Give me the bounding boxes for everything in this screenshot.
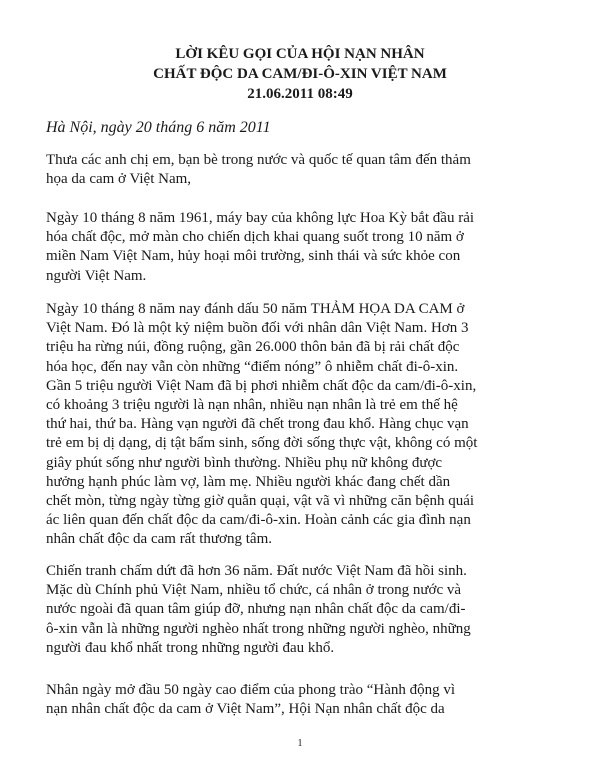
paragraph-line: nước ngoài đã quan tâm giúp đỡ, nhưng nạn nhân chất độc da cam/đi- <box>46 601 466 618</box>
title-line-2: CHẤT ĐỘC DA CAM/ĐI-Ô-XIN VIỆT NAM <box>153 66 447 82</box>
paragraph-1 <box>46 151 586 189</box>
paragraph-line: Nhân ngày mở đầu 50 ngày cao điểm của phong trào “Hành động vì <box>46 682 456 698</box>
paragraph-line: Ngày 10 tháng 8 năm 1961, máy bay của không lực Hoa Kỳ bắt đầu rải <box>46 210 475 226</box>
paragraph-line: miền Nam Việt Nam, hủy hoại môi trường, sinh thái và sức khỏe con <box>46 248 461 265</box>
document-title <box>0 44 600 104</box>
paragraph-line: nhân chất độc da cam rất thương tâm. <box>46 531 272 548</box>
paragraph-line: hóa học, đến nay vẫn còn những “điểm nóng” ô nhiễm chất đi-ô-xin. <box>46 358 459 375</box>
paragraph-line: thứ hai, thứ ba. Hàng vạn người đã chết trong đau khổ. Hàng chục vạn <box>46 416 469 433</box>
dateline: Hà Nội, ngày 20 tháng 6 năm 2011 <box>46 119 271 136</box>
paragraph-line: người Việt Nam. <box>46 267 147 284</box>
paragraph-5 <box>46 681 586 719</box>
paragraph-line: chết mòn, từng ngày từng giờ quằn quại, vật vã vì những căn bệnh quái <box>46 493 475 510</box>
paragraph-line: Chiến tranh chấm dứt đã hơn 36 năm. Đất nước Việt Nam đã hồi sinh. <box>46 563 467 579</box>
paragraph-line: người đau khổ nhất trong những người đau khổ. <box>46 639 335 656</box>
paragraph-line: triệu ha rừng núi, đồng ruộng, gần 26.000 thôn bản đã bị rải chất độc <box>46 339 460 356</box>
paragraph-line: nạn nhân chất độc da cam ở Việt Nam”, Hội Nạn nhân chất độc da <box>46 701 445 718</box>
paragraph-line: trẻ em bị dị dạng, dị tật bẩm sinh, sống đời sống thực vật, không có một <box>46 435 478 452</box>
paragraph-line: Thưa các anh chị em, bạn bè trong nước và quốc tế quan tâm đến thảm <box>46 152 471 168</box>
paragraph-line: Việt Nam. Đó là một kỷ niệm buồn đối với nhân dân Việt Nam. Hơn 3 <box>46 320 469 337</box>
paragraph-line: Gần 5 triệu người Việt Nam đã bị phơi nhiễm chất độc da cam/đi-ô-xin, <box>46 377 477 394</box>
paragraph-line: hóa chất độc, mở màn cho chiến dịch khai quang suốt trong 10 năm ở <box>46 229 464 246</box>
paragraph-line: họa da cam ở Việt Nam, <box>46 171 192 188</box>
paragraph-line: ô-xin vẫn là những người nghèo nhất trong những người nghèo, những <box>46 620 471 637</box>
paragraph-line: Ngày 10 tháng 8 năm nay đánh dấu 50 năm THẢM HỌA DA CAM ở <box>46 301 465 317</box>
paragraph-line: hưởng hạnh phúc làm vợ, làm mẹ. Nhiều người khác đang chết dần <box>46 473 451 490</box>
paragraph-line: Mặc dù Chính phủ Việt Nam, nhiều tổ chức, cá nhân ở trong nước và <box>46 582 462 599</box>
paragraph-2 <box>46 209 586 286</box>
paragraph-4 <box>46 562 586 658</box>
paragraph-line: giây phút sống như người bình thường. Nhiều phụ nữ không được <box>46 454 443 471</box>
page-number: 1 <box>297 738 303 749</box>
paragraph-3 <box>46 300 586 550</box>
title-date: 21.06.2011 08:49 <box>247 86 353 102</box>
paragraph-line: có khoảng 3 triệu người là nạn nhân, nhiều nạn nhân là trẻ em thế hệ <box>46 397 458 414</box>
paragraph-line: ác liên quan đến chất độc da cam/đi-ô-xin. Hoàn cảnh các gia đình nạn <box>46 512 471 529</box>
title-line-1: LỜI KÊU GỌI CỦA HỘI NẠN NHÂN <box>175 46 425 62</box>
